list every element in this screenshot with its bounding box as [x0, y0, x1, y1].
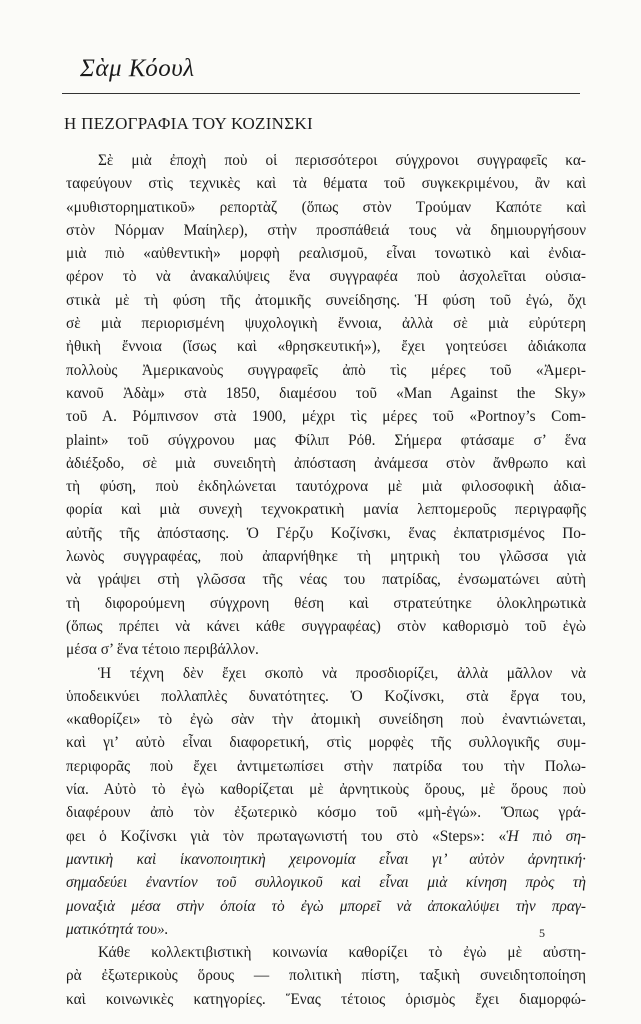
- text-line: plaint» τοῦ σύγχρονου μας Φίλιπ Ρόθ. Σήμερα φτάσαμε σ’ ἕνα: [66, 431, 586, 449]
- text-line: μαντικὴ καὶ ἱκανοποιητικὴ χειρονομία εἶναι γι’ αὐτὸν ἀρνητική·: [66, 850, 586, 868]
- page-number: 5: [539, 926, 545, 940]
- text-line: μέσα σ’ ἕνα τέτοιο περιβάλλον.: [66, 641, 259, 659]
- text-line: αὐτῆς τῆς ἀπόστασης. Ὁ Γέρζυ Κοζίνσκι, ἕνας ἐκπατρισμένος Πο-: [66, 524, 586, 542]
- text-line: τὴ διφορούμενη σύγχρονη θέση καὶ στρατεύτηκε ὁλοκληρωτικὰ: [66, 594, 586, 612]
- text-line: κανοῦ Ἀδὰμ» στὰ 1850, διαμέσου τοῦ «Man Against the Sky»: [66, 384, 586, 402]
- text-line: φει ὁ Κοζίνσκι γιὰ τὸν πρωταγωνιστή του στὸ «Steps»: «Ἡ πιὸ ση-: [66, 827, 586, 845]
- text-line: τὴ φύση, ποὺ ἐκδηλώνεται ταυτόχρονα μὲ μιὰ φιλοσοφικὴ ἀδια-: [66, 478, 586, 496]
- text-line: ὑποδεικνύει πολλαπλὲς δυνατότητες. Ὁ Κοζίνσκι, στὰ ἔργα του,: [66, 687, 586, 705]
- text-line: πολλοὺς Ἀμερικανοὺς συγγραφεῖς ἀπὸ τὶς μέρες τοῦ «Ἀμερι-: [66, 361, 586, 379]
- text-line: φέρον τὸ νὰ ἀνακαλύψεις ἕνα συγγραφέα ποὺ ἀσχολεῖται οὐσια-: [66, 268, 586, 286]
- text-line: φορία καὶ μιὰ συνεχὴ τεχνοκρατικὴ μανία λεπτομεροῦς περιγραφῆς: [66, 501, 586, 519]
- text-line: μιὰ πιὸ «αὐθεντικὴ» μορφὴ ρεαλισμοῦ, εἶναι τονωτικὸ καὶ ἐνδια-: [66, 245, 586, 263]
- header-rule: [62, 93, 580, 94]
- text-line: νὰ γράψει στὴ γλῶσσα τῆς νέας του πατρίδας, ἐνσωματώνει αὐτὴ: [66, 571, 586, 589]
- text-line: (ὅπως πρέπει νὰ κάνει κάθε συγγραφέας) στὸν καθορισμὸ τοῦ ἐγὼ: [66, 617, 586, 635]
- text-line: περιφορᾶς ποὺ ἔχει ἀντιμετωπίσει στὴν πατρίδα του τὴν Πολω-: [66, 757, 586, 775]
- text-line: σὲ μιὰ περιορισμένη ψυχολογικὴ ἔννοια, ἀλλὰ σὲ μιὰ εὐρύτερη: [66, 315, 586, 333]
- text-line: Κάθε κολλεκτιβιστικὴ κοινωνία καθορίζει τὸ ἐγὼ μὲ αὐστη-: [98, 944, 586, 962]
- text-line: ρὰ ἐξωτερικοὺς ὅρους — πολιτικὴ πίστη, ταξικὴ συνειδητοποίηση: [66, 967, 586, 985]
- text-line: διαφέρουν ἀπὸ τὸν ἐξωτερικὸ κόσμο τοῦ «μὴ-ἐγώ». Ὅπως γρά-: [66, 804, 586, 822]
- text-line: Σὲ μιὰ ἐποχὴ ποὺ οἱ περισσότεροι σύγχρονοι συγγραφεῖς κα-: [98, 152, 586, 169]
- text-line: ταφεύγουν στὶς τεχνικὲς καὶ τὰ θέματα τοῦ συγκεκριμένου, ἂν καὶ: [66, 175, 586, 193]
- text-line: τοῦ Α. Ρόμπινσον στὰ 1900, μέχρι τὶς μέρες τοῦ «Portnoy’s Com-: [66, 408, 586, 426]
- text-line: «μυθιστορηματικοῦ» ρεπορτὰζ (ὅπως στὸν Τρούμαν Καπότε καὶ: [66, 198, 586, 216]
- text-line: νία. Αὐτὸ τὸ ἐγὼ καθορίζεται μὲ ἀρνητικοὺς ὅρους, μὲ ὅρους ποὺ: [66, 781, 586, 799]
- text-line: στὸν Νόρμαν Μαίηλερ), στὴν προσπάθειά τους νὰ δημιουργήσουν: [66, 221, 586, 239]
- text-line: «καθορίζει» τὸ ἐγὼ σὰν τὴν ἀτομικὴ συνείδηση ποὺ ἐναντιώνεται,: [66, 711, 586, 729]
- chapter-heading: Η ΠΕΖΟΓΡΑΦΙΑ ΤΟΥ ΚΟΖΙΝΣΚΙ: [64, 114, 313, 133]
- text-line: ἀδιέξοδο, σὲ μιὰ συνειδητὴ ἀπόσταση ἀνάμεσα στὸν ἄνθρωπο καὶ: [66, 454, 586, 472]
- running-head-author: Σὰμ Κόουλ: [80, 55, 195, 82]
- text-line: σημαδεύει ἐναντίον τοῦ συλλογικοῦ καὶ εἶναι μιὰ κίνηση πρὸς τὴ: [66, 874, 586, 892]
- text-line: ἠθικὴ ἔννοια (ἴσως καὶ «θρησκευτική»), ἔχει γοητεύσει ἀδιάκοπα: [66, 338, 586, 356]
- text-line: καὶ κοινωνικὲς κατηγορίες. Ἕνας τέτοιος ὁρισμὸς ἔχει διαμορφώ-: [66, 990, 586, 1008]
- text-line: καὶ γι’ αὐτὸ εἶναι διαφορετική, στὶς μορφὲς τῆς συλλογικῆς συμ-: [66, 734, 586, 752]
- text-line: λωνὸς συγγραφέας, ποὺ ἀπαρνήθηκε τὴ μητρικὴ του γλῶσσα γιὰ: [66, 548, 586, 566]
- text-line: στικὰ μὲ τὴ φύση τῆς ἀτομικῆς συνείδησης. Ἡ φύση τοῦ ἐγώ, ὄχι: [66, 291, 586, 309]
- text-line: μοναξιὰ μέσα στὴν ὁποία τὸ ἐγὼ μπορεῖ νὰ ἀποκαλύψει τὴν πραγ-: [66, 897, 586, 915]
- body-text: [66, 149, 586, 1011]
- text-line: ματικότητά του».: [66, 920, 169, 938]
- text-line: Ἡ τέχνη δὲν ἔχει σκοπὸ νὰ προσδιορίζει, ἀλλὰ μᾶλλον νὰ: [98, 664, 586, 682]
